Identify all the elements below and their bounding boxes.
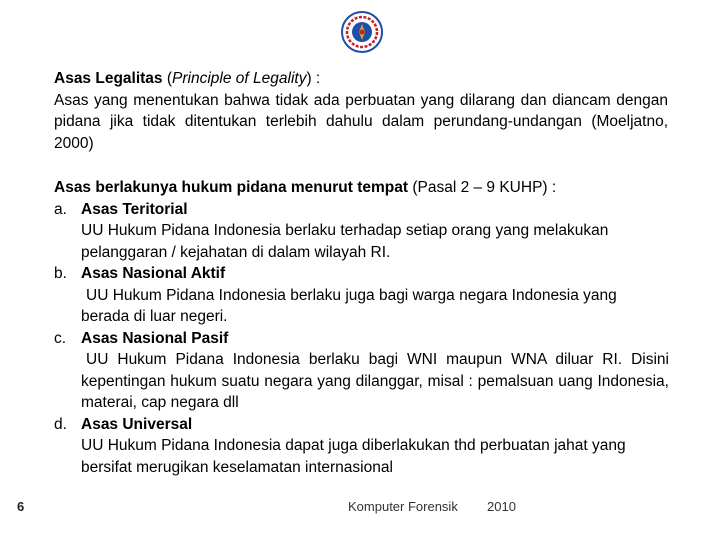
- list-item-title: Asas Nasional Pasif: [81, 329, 229, 347]
- legalitas-paragraph: Asas yang menentukan bahwa tidak ada perbuatan yang dilarang dan diancam dengan pidana jika tidak ditentukan terlebih dahulu dalam perundang-undangan (Moeljatno, 2000): [54, 91, 668, 152]
- list-marker: a.: [54, 200, 67, 218]
- list-item-text: UU Hukum Pidana Indonesia berlaku bagi WNI maupun WNA diluar RI. Disini kepentingan hukum suatu negara yang dilanggar, misal : pemalsuan uang Indonesia, materai, cap negara dll: [81, 351, 669, 411]
- list-marker: c.: [54, 329, 67, 347]
- list-marker: b.: [54, 265, 67, 282]
- university-seal-icon: [340, 10, 384, 54]
- list-item-title: Asas Universal: [81, 415, 193, 433]
- list-item-text: UU Hukum Pidana Indonesia berlaku juga bagi warga negara Indonesia yang berada di luar negeri.: [81, 286, 617, 325]
- berlaku-heading-note: (Pasal 2 – 9 KUHP) :: [408, 179, 557, 196]
- berlaku-section: [54, 177, 674, 478]
- legalitas-section: [54, 68, 668, 154]
- legalitas-title-en: Principle of Legality: [172, 70, 307, 87]
- legalitas-heading: [54, 68, 668, 90]
- list-item-text: UU Hukum Pidana Indonesia dapat juga diberlakukan thd perbuatan jahat yang bersifat merugikan keselamatan internasional: [81, 437, 626, 476]
- legalitas-close: ) :: [306, 70, 321, 87]
- footer-course: Komputer Forensik: [348, 499, 458, 514]
- berlaku-heading: [54, 177, 674, 199]
- legalitas-title: Asas Legalitas: [54, 70, 163, 87]
- list-item-nasional-pasif: [54, 328, 674, 414]
- list-item-universal: [54, 414, 674, 479]
- list-item-title: Asas Teritorial: [81, 200, 188, 218]
- legalitas-open-paren: (: [162, 70, 173, 87]
- list-item-teritorial: [54, 199, 674, 264]
- list-marker: d.: [54, 415, 67, 433]
- list-item-title: Asas Nasional Aktif: [81, 265, 226, 282]
- list-item-text: UU Hukum Pidana Indonesia berlaku terhadap setiap orang yang melakukan pelanggaran / kejahatan di dalam wilayah RI.: [81, 222, 609, 261]
- berlaku-heading-title: Asas berlakunya hukum pidana menurut tempat: [54, 179, 409, 196]
- list-item-nasional-aktif: [54, 263, 674, 328]
- page-number: 6: [17, 499, 25, 514]
- footer-year: 2010: [487, 499, 516, 514]
